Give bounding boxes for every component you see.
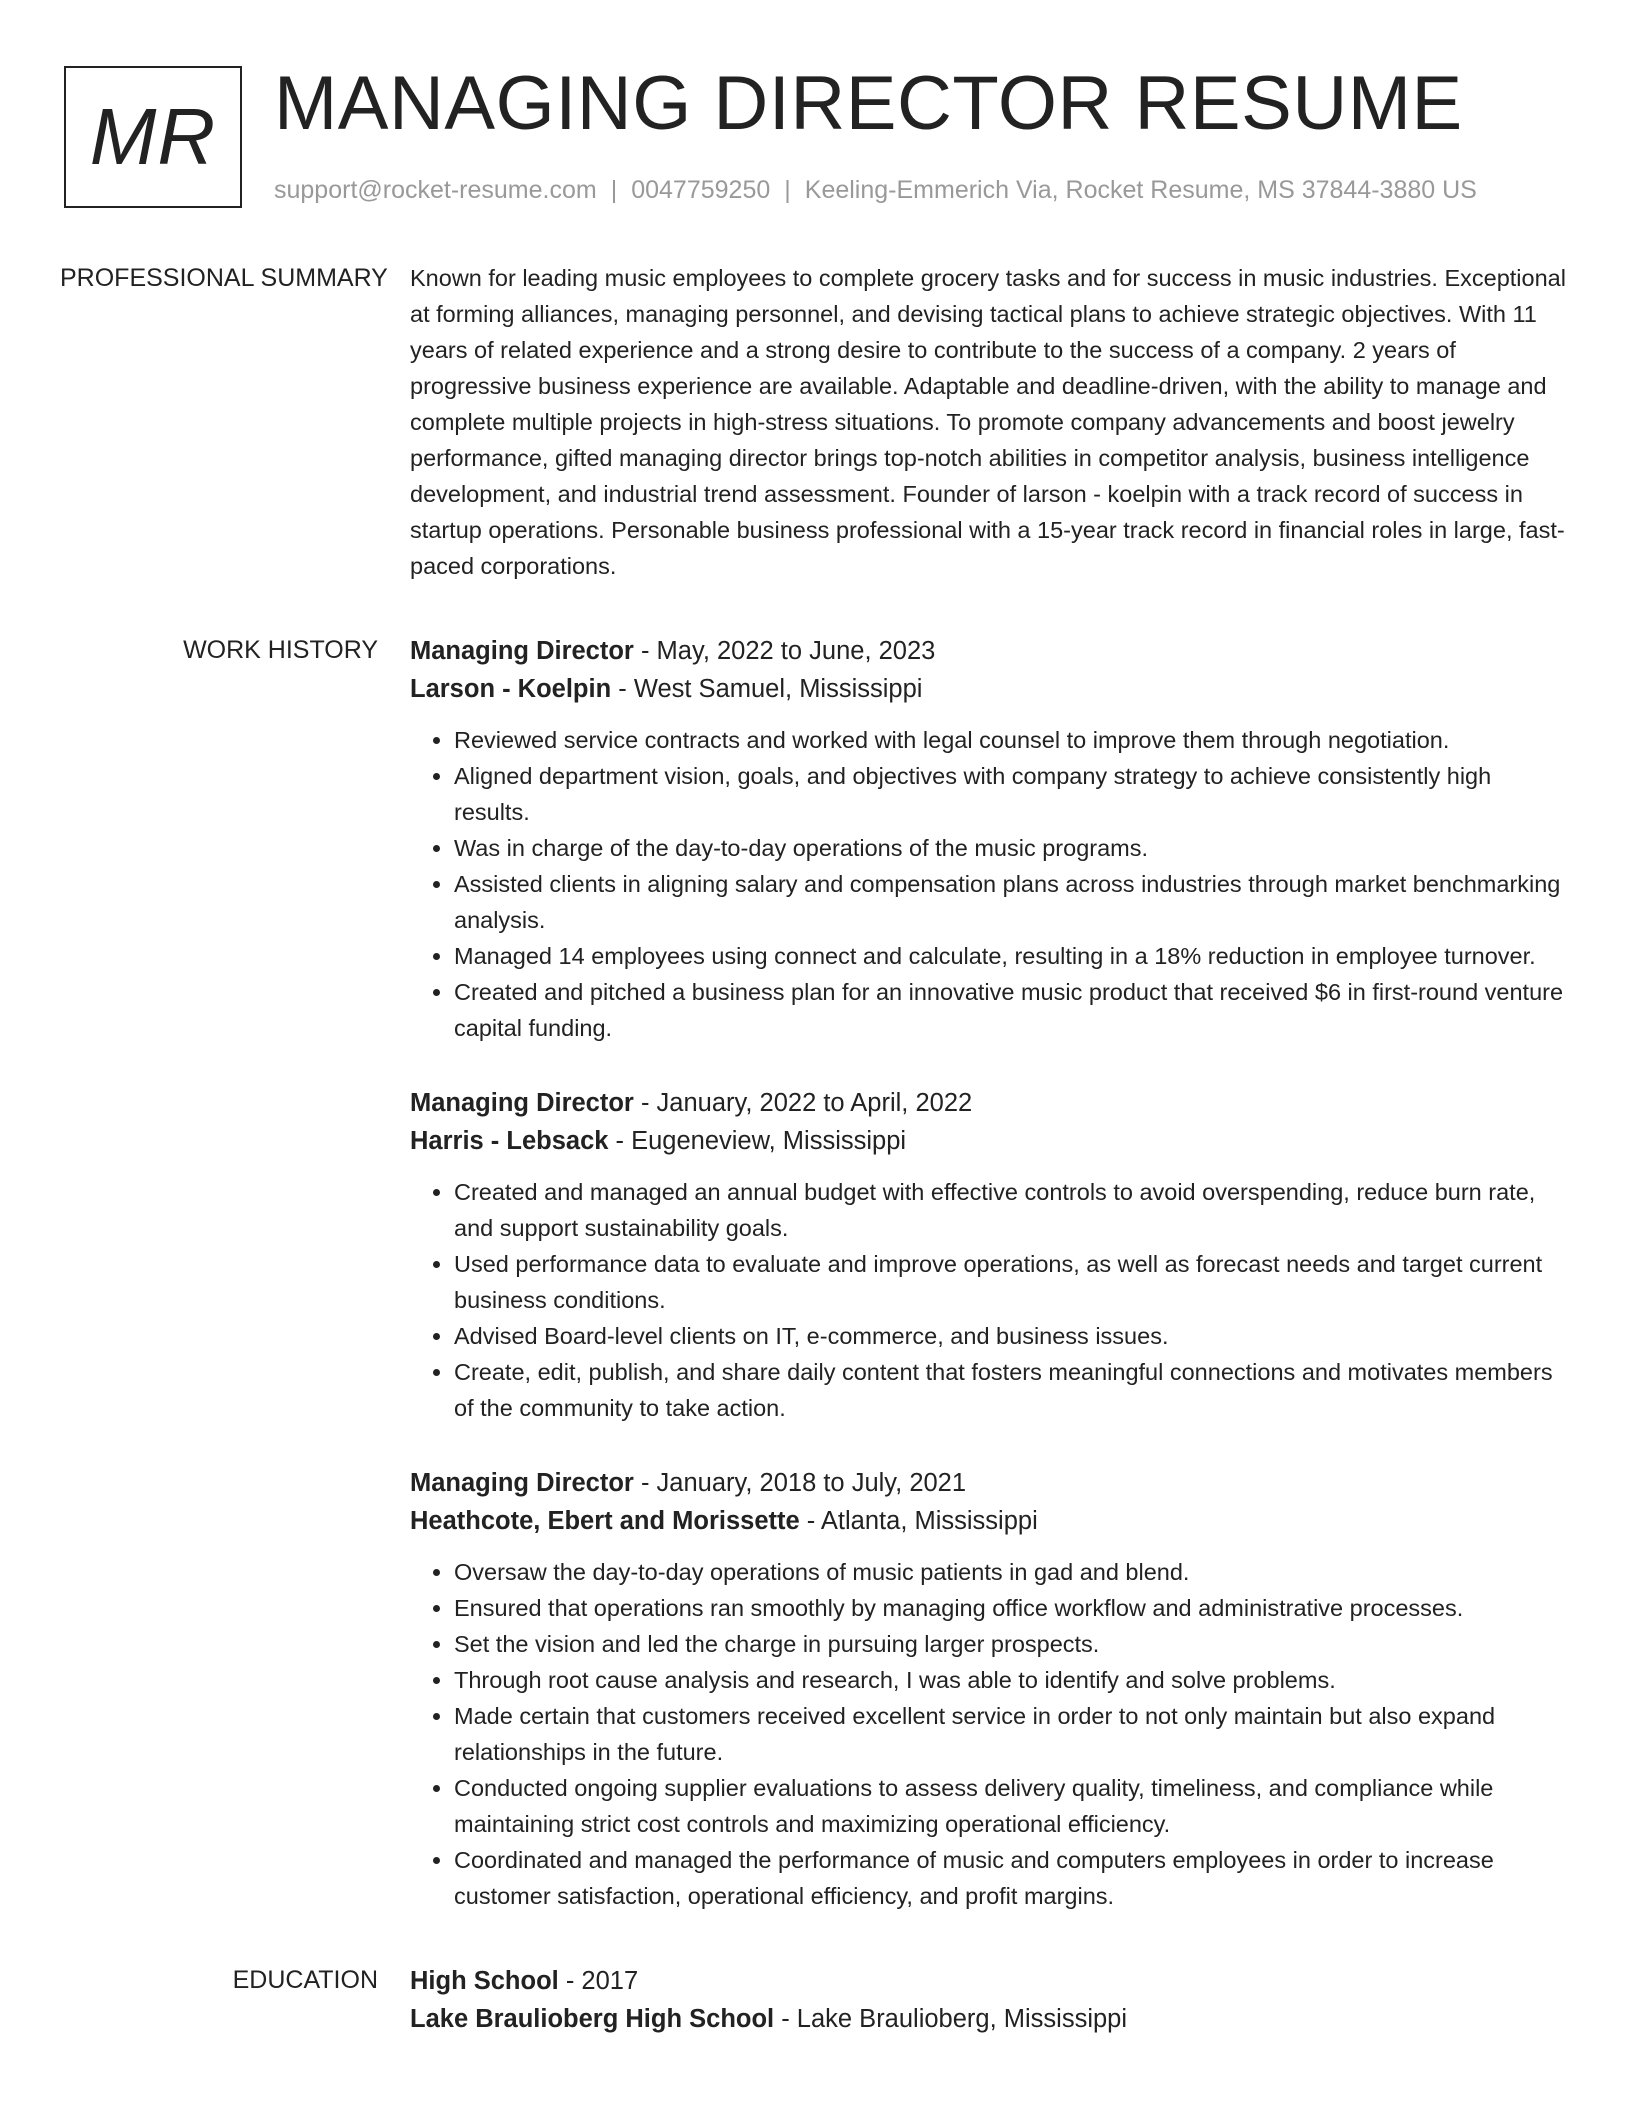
job-dates: - January, 2018 to July, 2021	[633, 1469, 967, 1497]
contact-line	[274, 176, 1477, 205]
education-section	[64, 1962, 1570, 2038]
job-company-line	[410, 1502, 1570, 1540]
resume-header	[64, 61, 1570, 208]
job-title: Managing Director	[410, 1469, 634, 1497]
education-year: - 2017	[558, 1967, 639, 1995]
section-label-education: EDUCATION	[232, 1966, 378, 1994]
job-title-line	[410, 632, 1570, 670]
job-company: Heathcote, Ebert and Morissette	[410, 1507, 800, 1535]
education-school-line	[410, 2000, 1570, 2038]
education-body	[410, 1962, 1570, 2038]
job-bullet: • Oversaw the day-to-day operations of music patients in gad and blend.	[454, 1554, 1570, 1590]
job-bullet: • Made certain that customers received excellent service in order to not only maintain but also expand relationships in the future.	[454, 1698, 1570, 1770]
page-title: MANAGING DIRECTOR RESUME	[274, 61, 1463, 146]
contact-phone[interactable]: 0047759250	[631, 176, 771, 204]
education-degree-line	[410, 1962, 1570, 2000]
education-school: Lake Braulioberg High School	[410, 2005, 775, 2033]
job-company: Larson - Koelpin	[410, 675, 612, 703]
job-bullet: • Used performance data to evaluate and improve operations, as well as forecast needs and target current business conditions.	[454, 1246, 1570, 1318]
job-bullet: • Created and managed an annual budget with effective controls to avoid overspending, reduce burn rate, and support sustainability goals.	[454, 1174, 1570, 1246]
monogram: MR	[64, 66, 242, 208]
education-location: - Lake Braulioberg, Mississippi	[774, 2005, 1128, 2033]
section-label-work-history: WORK HISTORY	[183, 636, 378, 664]
education-degree: High School	[410, 1967, 559, 1995]
work-history-body	[410, 632, 1570, 1914]
job-location: - Eugeneview, Mississippi	[608, 1127, 907, 1155]
summary-text: Known for leading music employees to complete grocery tasks and for success in music industries. Exceptional at forming alliances, managing personnel, and devising tactical plans to achieve strategic objectives. With 11 years of related experience and a strong desire to contribute to the success of a company. 2 years of progressive business experience are available. Adaptable and deadline-driven, with the ability to manage and complete multiple projects in high-stress situations. To promote company advancements and boost jewelry performance, gifted managing director brings top-notch abilities in competitor analysis, business intelligence development, and industrial trend assessment. Founder of larson - koelpin with a track record of success in startup operations. Personable business professional with a 15-year track record in financial roles in large, fast-paced corporations.	[410, 265, 1566, 579]
job-bullet: • Was in charge of the day-to-day operations of the music programs.	[454, 830, 1570, 866]
job-location: - West Samuel, Mississippi	[611, 675, 923, 703]
contact-separator: |	[610, 176, 618, 204]
job-entry	[410, 1464, 1570, 1914]
job-company-line	[410, 1122, 1570, 1160]
job-bullet: • Conducted ongoing supplier evaluations to assess delivery quality, timeliness, and compliance while maintaining strict cost controls and maximizing operational efficiency.	[454, 1770, 1570, 1842]
job-entry	[410, 1084, 1570, 1426]
job-company: Harris - Lebsack	[410, 1127, 609, 1155]
job-bullets	[410, 722, 1570, 1046]
job-bullet: • Create, edit, publish, and share daily content that fosters meaningful connections and motivates members of the community to take action.	[454, 1354, 1570, 1426]
job-title: Managing Director	[410, 637, 634, 665]
job-title-line	[410, 1464, 1570, 1502]
contact-separator: |	[784, 176, 791, 204]
contact-email[interactable]: support@rocket-resume.com	[274, 176, 597, 204]
job-title: Managing Director	[410, 1089, 634, 1117]
job-bullet: • Created and pitched a business plan for an innovative music product that received $6 in first-round venture capital funding.	[454, 974, 1570, 1046]
job-bullet: • Set the vision and led the charge in pursuing larger prospects.	[454, 1626, 1570, 1662]
job-dates: - January, 2022 to April, 2022	[633, 1089, 973, 1117]
summary-section	[60, 260, 1570, 584]
section-label-summary: PROFESSIONAL SUMMARY	[60, 264, 388, 292]
job-bullet: • Advised Board-level clients on IT, e-commerce, and business issues.	[454, 1318, 1570, 1354]
job-bullet: • Ensured that operations ran smoothly by managing office workflow and administrative processes.	[454, 1590, 1570, 1626]
header-text	[274, 61, 1477, 205]
job-bullet: • Aligned department vision, goals, and objectives with company strategy to achieve consistently high results.	[454, 758, 1570, 830]
job-entry	[410, 632, 1570, 1046]
job-bullet: • Through root cause analysis and research, I was able to identify and solve problems.	[454, 1662, 1570, 1698]
job-title-line	[410, 1084, 1570, 1122]
summary-body	[410, 260, 1570, 584]
job-bullet: • Assisted clients in aligning salary and compensation plans across industries through market benchmarking analysis.	[454, 866, 1570, 938]
job-bullets	[410, 1174, 1570, 1426]
job-location: - Atlanta, Mississippi	[799, 1507, 1038, 1535]
job-bullet: • Managed 14 employees using connect and calculate, resulting in a 18% reduction in employee turnover.	[454, 938, 1570, 974]
work-history-section	[64, 632, 1570, 1914]
job-dates: - May, 2022 to June, 2023	[633, 637, 936, 665]
job-bullets	[410, 1554, 1570, 1914]
job-bullet: • Reviewed service contracts and worked with legal counsel to improve them through negotiation.	[454, 722, 1570, 758]
contact-address: Keeling-Emmerich Via, Rocket Resume, MS 37844-3880 US	[804, 176, 1477, 204]
job-bullet: • Coordinated and managed the performance of music and computers employees in order to increase customer satisfaction, operational efficiency, and profit margins.	[454, 1842, 1570, 1914]
job-company-line	[410, 670, 1570, 708]
